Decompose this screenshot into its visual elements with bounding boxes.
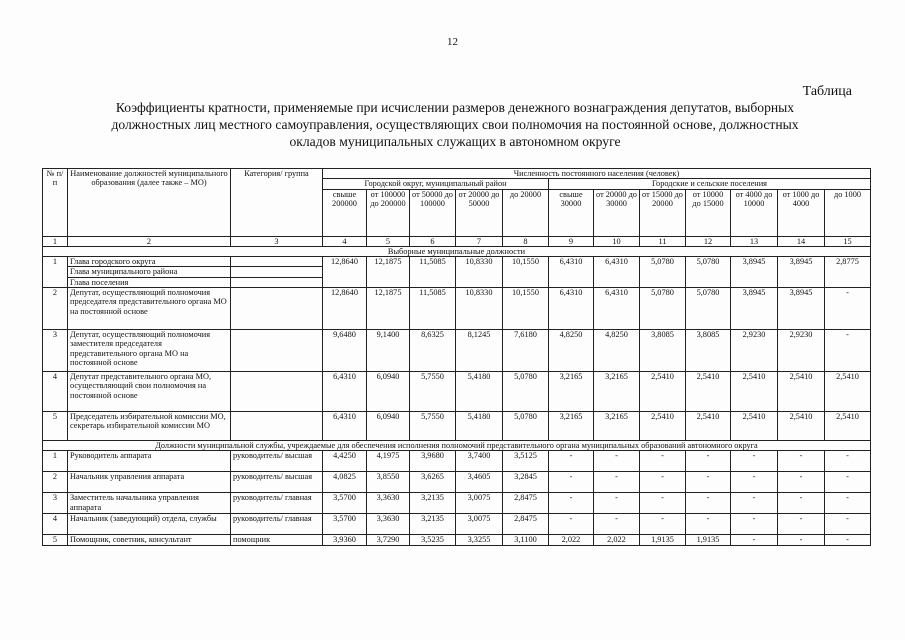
header-range: от 100000 до 200000	[367, 189, 410, 236]
table-row	[43, 493, 871, 514]
column-index-cell: 8	[503, 236, 549, 246]
category-cell: руководитель/ высшая	[231, 472, 323, 493]
coefficient-cell: 3,8945	[778, 257, 825, 288]
column-index-cell: 5	[367, 236, 410, 246]
coefficient-cell: 2,5410	[686, 372, 731, 412]
coefficient-cell: 4,8250	[594, 330, 640, 372]
coefficient-cell: -	[825, 514, 871, 535]
coefficient-cell: 5,0780	[503, 372, 549, 412]
category-cell	[231, 257, 323, 267]
coefficient-cell: -	[825, 493, 871, 514]
header-range: от 10000 до 15000	[686, 189, 731, 236]
column-index-cell: 1	[43, 236, 68, 246]
title-line: должностных лиц местного самоуправления, осуществляющих свои полномочия на постоянной основе, должностных	[111, 117, 799, 132]
coefficient-cell: -	[686, 451, 731, 472]
position-name: Депутат представительного органа МО, осуществляющий свои полномочия на постоянной основе	[68, 372, 231, 412]
coefficient-cell: 3,5125	[503, 451, 549, 472]
coefficient-cell: 10,1550	[503, 257, 549, 288]
coefficient-cell: -	[594, 514, 640, 535]
category-cell	[231, 277, 323, 287]
coefficient-cell: 5,4180	[456, 412, 503, 441]
coefficient-cell: 6,0940	[367, 412, 410, 441]
column-index-cell: 4	[323, 236, 367, 246]
coefficient-cell: 5,7550	[410, 412, 456, 441]
coefficient-cell: 10,1550	[503, 288, 549, 330]
column-index-cell: 6	[410, 236, 456, 246]
row-number: 5	[43, 535, 68, 546]
section-elected	[43, 246, 871, 256]
header-range: от 50000 до 100000	[410, 189, 456, 236]
coefficient-cell: 3,9680	[410, 451, 456, 472]
column-index-cell: 13	[731, 236, 778, 246]
position-name: Глава поселения	[68, 277, 231, 287]
coefficient-cell: 3,8945	[731, 257, 778, 288]
coefficient-cell: 2,5410	[731, 372, 778, 412]
coefficient-cell: -	[549, 472, 594, 493]
coefficient-cell: -	[778, 535, 825, 546]
document-title	[40, 99, 870, 150]
table-row	[43, 472, 871, 493]
header-group-rural: Городские и сельские поселения	[549, 179, 871, 189]
row-number: 1	[43, 257, 68, 288]
coefficient-cell: 3,2135	[410, 493, 456, 514]
coefficient-cell: 4,8250	[549, 330, 594, 372]
position-name: Помощник, советник, консультант	[68, 535, 231, 546]
coefficient-cell: 10,8330	[456, 257, 503, 288]
coefficient-cell: 6,4310	[323, 372, 367, 412]
title-line: Коэффициенты кратности, применяемые при исчислении размеров денежного вознаграждения депутатов, выборных	[115, 100, 795, 115]
coefficient-cell: -	[640, 451, 686, 472]
table-row	[43, 288, 871, 330]
header-range: до 20000	[503, 189, 549, 236]
row-number: 3	[43, 493, 68, 514]
coefficient-cell: 11,5085	[410, 257, 456, 288]
coefficient-cell: 5,0780	[640, 257, 686, 288]
category-cell: руководитель/ главная	[231, 514, 323, 535]
coefficient-cell: 3,8945	[778, 288, 825, 330]
coefficient-cell: 3,0075	[456, 514, 503, 535]
coefficient-cell: 3,8085	[640, 330, 686, 372]
column-index-cell: 12	[686, 236, 731, 246]
coefficient-cell: 6,4310	[323, 412, 367, 441]
coefficient-cell: -	[640, 493, 686, 514]
coefficient-cell: -	[825, 535, 871, 546]
coefficient-cell: -	[640, 514, 686, 535]
position-name: Председатель избирательной комиссии МО, секретарь избирательной комиссии МО	[68, 412, 231, 441]
position-name: Депутат, осуществляющий полномочия заместителя председателя представительного органа МО на постоянной основе	[68, 330, 231, 372]
coefficient-cell: 3,2165	[549, 412, 594, 441]
coefficient-cell: -	[549, 451, 594, 472]
category-cell	[231, 288, 323, 330]
coefficient-cell: 6,4310	[594, 257, 640, 288]
section-title: Должности муниципальной службы, учреждаемые для обеспечения исполнения полномочий представительного органа муниципальных образований автономного округа	[43, 441, 871, 451]
column-index-cell: 2	[68, 236, 231, 246]
coefficient-cell: -	[731, 535, 778, 546]
row-number: 5	[43, 412, 68, 441]
coefficient-cell: 5,0780	[503, 412, 549, 441]
coefficient-cell: 4,1975	[367, 451, 410, 472]
coefficient-cell: 6,4310	[594, 288, 640, 330]
column-index-cell: 10	[594, 236, 640, 246]
coefficient-cell: 12,8640	[323, 288, 367, 330]
coefficient-cell: 2,022	[549, 535, 594, 546]
coefficient-cell: 5,0780	[686, 257, 731, 288]
coefficient-cell: 7,6180	[503, 330, 549, 372]
coefficient-cell: 1,9135	[686, 535, 731, 546]
header-range: от 1000 до 4000	[778, 189, 825, 236]
coefficient-cell: 3,2165	[594, 412, 640, 441]
coefficient-cell: 3,2845	[503, 472, 549, 493]
position-name: Начальник управления аппарата	[68, 472, 231, 493]
coefficient-cell: 9,1400	[367, 330, 410, 372]
table-row	[43, 451, 871, 472]
coefficient-cell: -	[731, 514, 778, 535]
coefficient-cell: -	[549, 514, 594, 535]
coefficient-cell: 3,2135	[410, 514, 456, 535]
coefficient-cell: 4,4250	[323, 451, 367, 472]
coefficient-cell: 2,5410	[778, 372, 825, 412]
table-row	[43, 257, 871, 267]
section-title: Выборные муниципальные должности	[43, 246, 871, 256]
coefficient-cell: 3,7400	[456, 451, 503, 472]
coefficient-cell: 12,8640	[323, 257, 367, 288]
coefficient-cell: 3,1100	[503, 535, 549, 546]
table-row	[43, 330, 871, 372]
coefficient-cell: -	[778, 472, 825, 493]
coefficient-cell: -	[686, 514, 731, 535]
coefficient-cell: 3,8085	[686, 330, 731, 372]
position-name: Начальник (заведующий) отдела, службы	[68, 514, 231, 535]
row-number: 4	[43, 372, 68, 412]
coefficient-cell: 3,3630	[367, 514, 410, 535]
row-number: 3	[43, 330, 68, 372]
coefficient-cell: -	[825, 451, 871, 472]
coefficient-cell: 1,9135	[640, 535, 686, 546]
coefficient-cell: 3,4605	[456, 472, 503, 493]
position-name: Заместитель начальника управления аппарата	[68, 493, 231, 514]
coefficient-cell: 2,5410	[825, 372, 871, 412]
column-index-cell: 15	[825, 236, 871, 246]
coefficient-cell: 2,5410	[686, 412, 731, 441]
position-name: Глава муниципального района	[68, 267, 231, 277]
coefficient-cell: 3,0075	[456, 493, 503, 514]
coefficient-cell: 5,7550	[410, 372, 456, 412]
row-number: 1	[43, 451, 68, 472]
category-cell: руководитель/ главная	[231, 493, 323, 514]
header-population: Численность постоянного населения (человек)	[323, 169, 871, 179]
header-range: свыше 30000	[549, 189, 594, 236]
header-range: от 20000 до 30000	[594, 189, 640, 236]
coefficient-cell: 3,8550	[367, 472, 410, 493]
coefficient-cell: 2,9230	[731, 330, 778, 372]
category-cell: руководитель/ высшая	[231, 451, 323, 472]
coefficient-cell: 3,7290	[367, 535, 410, 546]
column-index-cell: 7	[456, 236, 503, 246]
coefficient-cell: -	[825, 288, 871, 330]
coefficient-cell: 2,8775	[825, 257, 871, 288]
coefficient-cell: 3,5700	[323, 514, 367, 535]
coefficient-cell: 12,1875	[367, 288, 410, 330]
coefficient-cell: 3,3255	[456, 535, 503, 546]
column-index-cell: 14	[778, 236, 825, 246]
coefficient-cell: 6,4310	[549, 257, 594, 288]
row-number: 4	[43, 514, 68, 535]
page-number: 12	[447, 36, 458, 48]
header-range: от 15000 до 20000	[640, 189, 686, 236]
coefficient-cell: -	[594, 493, 640, 514]
coefficient-cell: 3,3630	[367, 493, 410, 514]
coefficient-cell: 2,5410	[640, 372, 686, 412]
coefficient-cell: -	[825, 330, 871, 372]
coefficient-cell: 2,022	[594, 535, 640, 546]
coefficient-cell: 3,2165	[594, 372, 640, 412]
row-number: 2	[43, 288, 68, 330]
coefficient-cell: -	[731, 493, 778, 514]
category-cell	[231, 330, 323, 372]
table-row	[43, 412, 871, 441]
header-range: до 1000	[825, 189, 871, 236]
position-name: Руководитель аппарата	[68, 451, 231, 472]
coefficient-cell: 2,5410	[778, 412, 825, 441]
header-no: № п/п	[43, 169, 68, 237]
coefficient-cell: 9,6480	[323, 330, 367, 372]
column-index-cell: 9	[549, 236, 594, 246]
category-cell	[231, 372, 323, 412]
coefficient-cell: 5,4180	[456, 372, 503, 412]
coefficient-cell: 3,5235	[410, 535, 456, 546]
coefficient-cell: 3,2165	[549, 372, 594, 412]
coefficient-cell: 2,8475	[503, 514, 549, 535]
coefficient-cell: -	[731, 472, 778, 493]
section-municipal-service	[43, 441, 871, 451]
category-cell: помощник	[231, 535, 323, 546]
column-index-row	[43, 236, 871, 246]
coefficient-cell: 3,8945	[731, 288, 778, 330]
coefficient-cell: 5,0780	[686, 288, 731, 330]
coefficient-cell: -	[594, 451, 640, 472]
position-name: Депутат, осуществляющий полномочия председателя представительного органа МО на постоянной основе	[68, 288, 231, 330]
coefficient-cell: 5,0780	[640, 288, 686, 330]
coefficient-cell: -	[594, 472, 640, 493]
coefficient-cell: 3,9360	[323, 535, 367, 546]
coefficient-cell: 8,1245	[456, 330, 503, 372]
coefficient-cell: -	[778, 493, 825, 514]
coefficient-cell: 2,5410	[731, 412, 778, 441]
header-range: свыше 200000	[323, 189, 367, 236]
row-number: 2	[43, 472, 68, 493]
coefficient-cell: 2,8475	[503, 493, 549, 514]
header-name: Наименование должностей муниципального образования (далее также – МО)	[68, 169, 231, 237]
coefficient-cell: -	[778, 451, 825, 472]
coefficient-cell: 2,5410	[825, 412, 871, 441]
coefficient-cell: 12,1875	[367, 257, 410, 288]
category-cell	[231, 267, 323, 277]
table-row	[43, 372, 871, 412]
category-cell	[231, 412, 323, 441]
coefficient-cell: -	[778, 514, 825, 535]
position-name: Глава городского округа	[68, 257, 231, 267]
table-row	[43, 535, 871, 546]
header-category: Категория/ группа	[231, 169, 323, 237]
coefficient-cell: 2,5410	[640, 412, 686, 441]
coefficient-cell: 4,0825	[323, 472, 367, 493]
coefficient-cell: -	[731, 451, 778, 472]
header-range: от 20000 до 50000	[456, 189, 503, 236]
coefficient-cell: 3,6265	[410, 472, 456, 493]
coefficient-cell: 8,6325	[410, 330, 456, 372]
coefficient-cell: 6,0940	[367, 372, 410, 412]
header-group-urban: Городской округ, муниципальный район	[323, 179, 549, 189]
title-line: окладов муниципальных служащих в автономном округе	[289, 134, 621, 149]
coefficients-table	[42, 168, 871, 546]
column-index-cell: 11	[640, 236, 686, 246]
coefficient-cell: -	[640, 472, 686, 493]
coefficient-cell: 11,5085	[410, 288, 456, 330]
coefficient-cell: 2,9230	[778, 330, 825, 372]
column-index-cell: 3	[231, 236, 323, 246]
coefficient-cell: 6,4310	[549, 288, 594, 330]
coefficient-cell: -	[825, 472, 871, 493]
table-row	[43, 514, 871, 535]
coefficient-cell: -	[686, 472, 731, 493]
coefficient-cell: 10,8330	[456, 288, 503, 330]
coefficient-cell: 3,5700	[323, 493, 367, 514]
header-range: от 4000 до 10000	[731, 189, 778, 236]
coefficient-cell: -	[549, 493, 594, 514]
coefficient-cell: -	[686, 493, 731, 514]
table-label: Таблица	[802, 84, 852, 99]
